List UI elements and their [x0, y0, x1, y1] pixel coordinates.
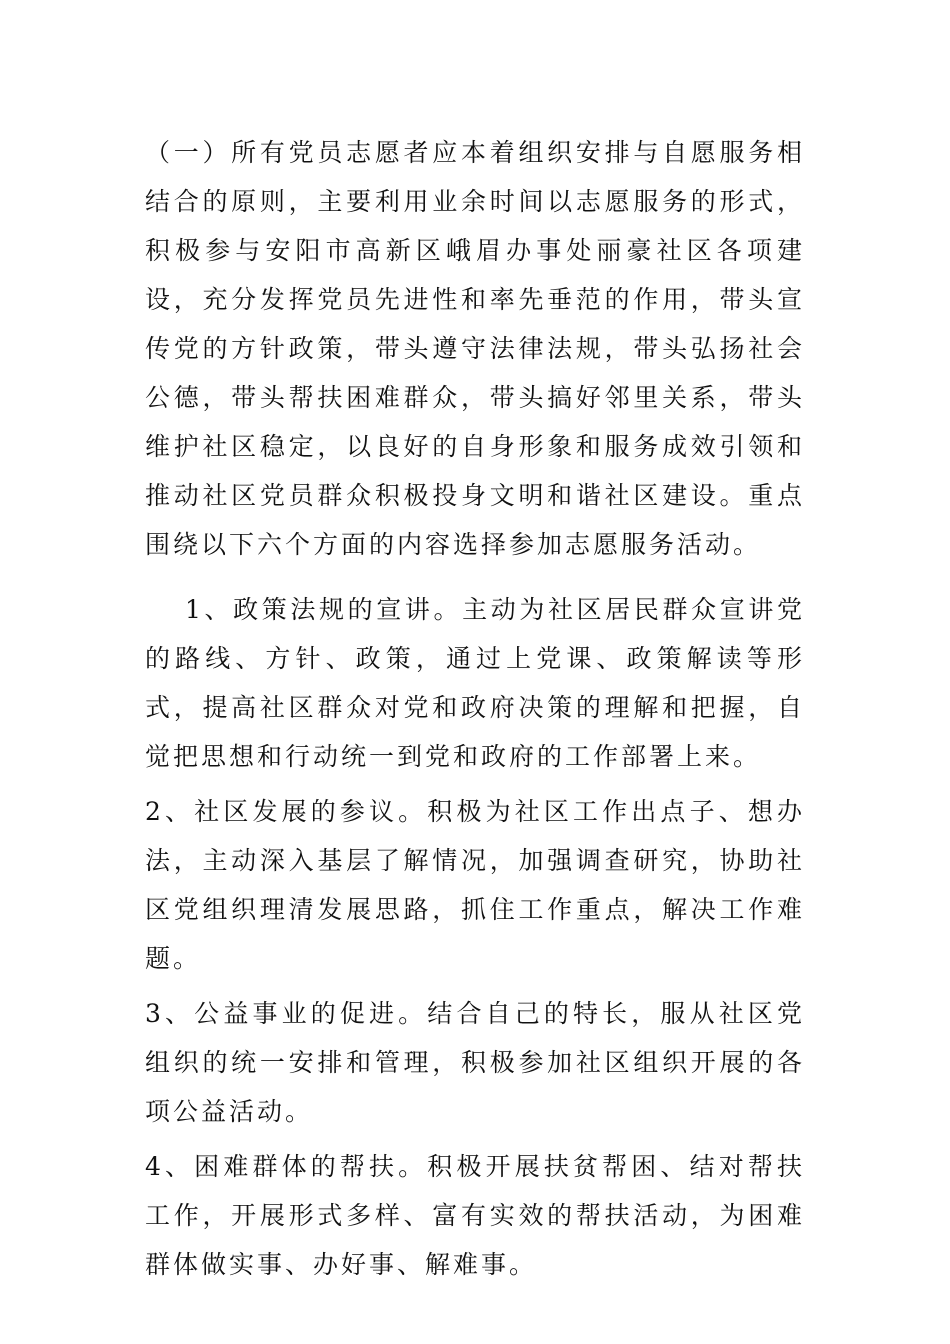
paragraph-item-2-community-development: 2、社区发展的参议。积极为社区工作出点子、想办法，主动深入基层了解情况，加强调查研究，协助社区党组织理清发展思路，抓住工作重点，解决工作难题。	[145, 797, 805, 973]
document-body	[145, 128, 805, 1289]
paragraph-item-3-public-welfare: 3、公益事业的促进。结合自己的特长，服从社区党组织的统一安排和管理，积极参加社区组织开展的各项公益活动。	[145, 999, 805, 1126]
paragraph-volunteer-principle: （一）所有党员志愿者应本着组织安排与自愿服务相结合的原则，主要利用业余时间以志愿服务的形式，积极参与安阳市高新区峨眉办事处丽豪社区各项建设，充分发挥党员先进性和率先垂范的作用，带头宣传党的方针政策，带头遵守法律法规，带头弘扬社会公德，带头帮扶困难群众，带头搞好邻里关系，带头维护社区稳定，以良好的自身形象和服务成效引领和推动社区党员群众积极投身文明和谐社区建设。重点围绕以下六个方面的内容选择参加志愿服务活动。	[145, 138, 805, 559]
paragraph-item-4-assistance: 4、困难群体的帮扶。积极开展扶贫帮困、结对帮扶工作，开展形式多样、富有实效的帮扶活动，为困难群体做实事、办好事、解难事。	[145, 1152, 805, 1279]
paragraph-item-1-policy-lecture: 1、政策法规的宣讲。主动为社区居民群众宣讲党的路线、方针、政策，通过上党课、政策解读等形式，提高社区群众对党和政府决策的理解和把握，自觉把思想和行动统一到党和政府的工作部署上来。	[145, 595, 805, 771]
